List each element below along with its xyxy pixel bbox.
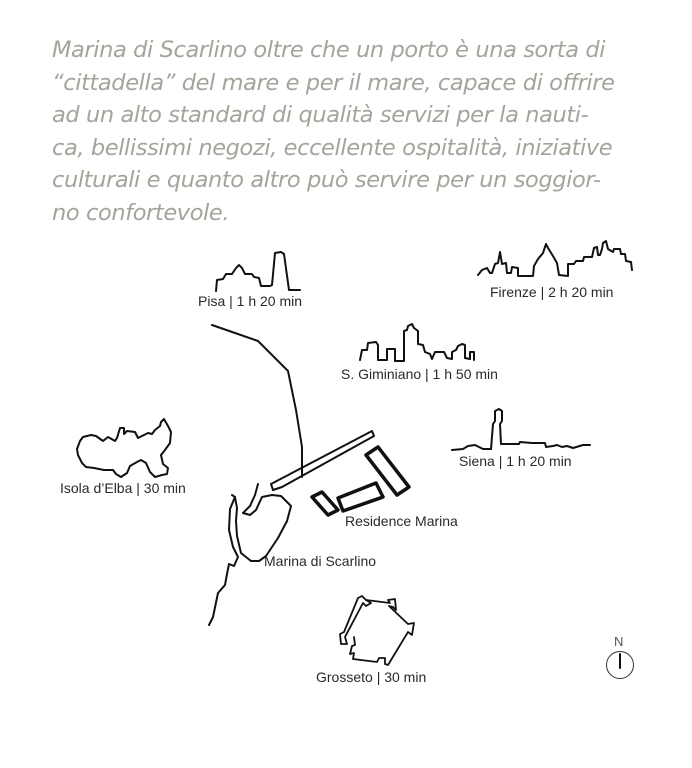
pisa-skyline-icon	[216, 252, 300, 291]
destination-label-grosseto: Grosseto | 30 min	[316, 669, 427, 685]
siena-skyline-icon	[452, 409, 590, 450]
florence-skyline-icon	[478, 241, 632, 276]
intro-line: Marina di Scarlino oltre che un porto è una sorta di	[52, 37, 606, 63]
destination-label-siena: Siena | 1 h 20 min	[459, 453, 572, 469]
intro-line: “cittadella” del mare e per il mare, capace di offrire	[52, 69, 615, 96]
destination-label-firenze: Firenze | 2 h 20 min	[490, 284, 614, 300]
destination-label-elba: Isola d’Elba | 30 min	[60, 480, 186, 496]
place-label-residence: Residence Marina	[345, 513, 458, 529]
place-label-marina: Marina di Scarlino	[264, 553, 377, 569]
intro-line: culturali e quanto altro può servire per un soggior-	[52, 167, 601, 193]
intro-line: ca, bellissimi negozi, eccellente ospitalità, iniziative	[52, 134, 613, 161]
compass-icon	[607, 652, 634, 679]
intro-line: no confortevole.	[52, 199, 230, 226]
destination-label-san-gimignano: S. Giminiano | 1 h 50 min	[341, 366, 498, 382]
residence-marina-buildings	[312, 447, 409, 515]
elba-island-icon	[77, 419, 171, 477]
san-gimignano-skyline-icon	[360, 324, 474, 361]
destination-label-pisa: Pisa | 1 h 20 min	[198, 293, 303, 309]
intro-line: ad un alto standard di qualità servizi per la nauti-	[52, 102, 589, 128]
compass-north-label: N	[614, 634, 624, 649]
grosseto-fortress-icon	[340, 596, 414, 665]
